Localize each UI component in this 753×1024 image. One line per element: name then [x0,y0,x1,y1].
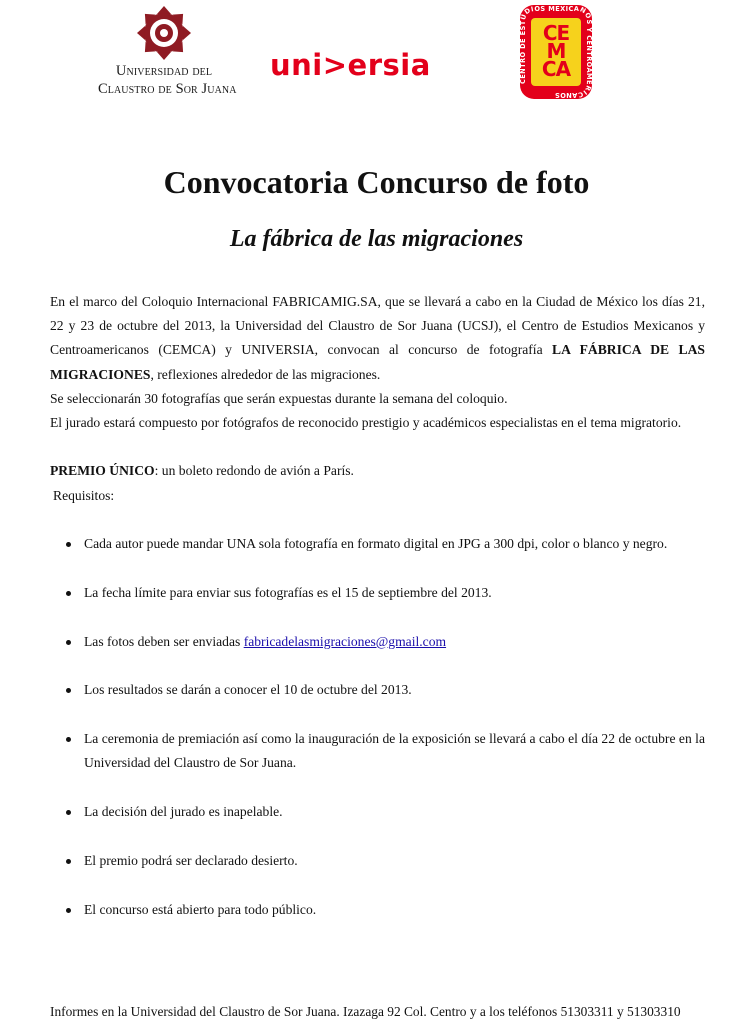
list-item: La decisión del jurado es inapelable. [50,800,705,824]
svg-text:CENTRO DE ESTUDIOS MEXICANOS Y [519,5,593,99]
ucsj-name-line1: Universidad del [115,63,213,79]
list-item: El premio podrá ser declarado desierto. [50,849,705,873]
list-item: La fecha límite para enviar sus fotografías es el 15 de septiembre del 2013. [50,581,705,605]
contest-name: LA FÁBRICA DE LAS MIGRACIONES [50,342,705,382]
ucsj-logo [98,4,237,98]
email-link[interactable]: fabricadelasmigraciones@gmail.com [243,633,447,649]
ucsj-name-line2: Claustro de Sor Juana [98,81,237,97]
list-item: La ceremonia de premiación así como la inauguración de la exposición se llevará a cabo el día 22 de octubre en la Universidad del Claustro de Sor Juana. [50,727,705,775]
jury-paragraph: El jurado estará compuesto por fotógrafos de reconocido prestigio y académicos especialistas en el tema migratorio. [50,415,682,431]
requirements-label: Requisitos: [53,487,115,503]
ucsj-emblem-icon [135,4,193,62]
intro-text-end: , reflexiones alrededor de las migraciones. [150,366,381,382]
list-item [50,630,705,654]
cemca-letters-2: M [546,39,566,63]
list-item: El concurso está abierto para todo público. [50,898,705,922]
document-body [50,290,705,947]
cemca-letters-3: CA [541,57,571,81]
universia-logo: uni>ersia [270,48,431,82]
prize-label: PREMIO ÚNICO [50,463,155,479]
page-title: Convocatoria Concurso de foto [163,164,590,200]
cemca-letters-1: CE [542,21,570,45]
page-subtitle: La fábrica de las migraciones [229,226,524,252]
list-item-text: Las fotos deben ser enviadas [84,633,244,649]
cemca-logo [519,4,593,100]
requirements-list [50,532,705,922]
list-item: Los resultados se darán a conocer el 10 de octubre del 2013. [50,678,705,702]
prize-paragraph [50,459,705,483]
selection-paragraph: Se seleccionarán 30 fotografías que serán expuestas durante la semana del coloquio. [50,390,508,406]
intro-paragraph [50,290,705,387]
cemca-ring-label: CENTRO DE ESTUDIOS MEXICANOS Y CENTROAMERICANOS [519,4,593,100]
intro-text: En el marco del Coloquio Internacional FABRICAMIG.SA, que se llevará a cabo en la Ciudad de México los días 21, 22 y 23 de octubre del 2013, la Universidad del Claustro de Sor Juana (UCSJ), el Centro de Estudios Mexicanos y Centroamericanos (CEMCA) y UNIVERSIA, convocan al concurso de fotografía [50,294,705,358]
spacer [50,435,705,459]
footer-info: Informes en la Universidad del Claustro de Sor Juana. Izazaga 92 Col. Centro y a los teléfonos 51303311 y 51303310 [50,1004,681,1019]
cemca-ring-text [519,4,593,100]
list-item: Cada autor puede mandar UNA sola fotografía en formato digital en JPG a 300 dpi, color o blanco y negro. [50,532,705,556]
prize-text: : un boleto redondo de avión a París. [154,463,354,479]
